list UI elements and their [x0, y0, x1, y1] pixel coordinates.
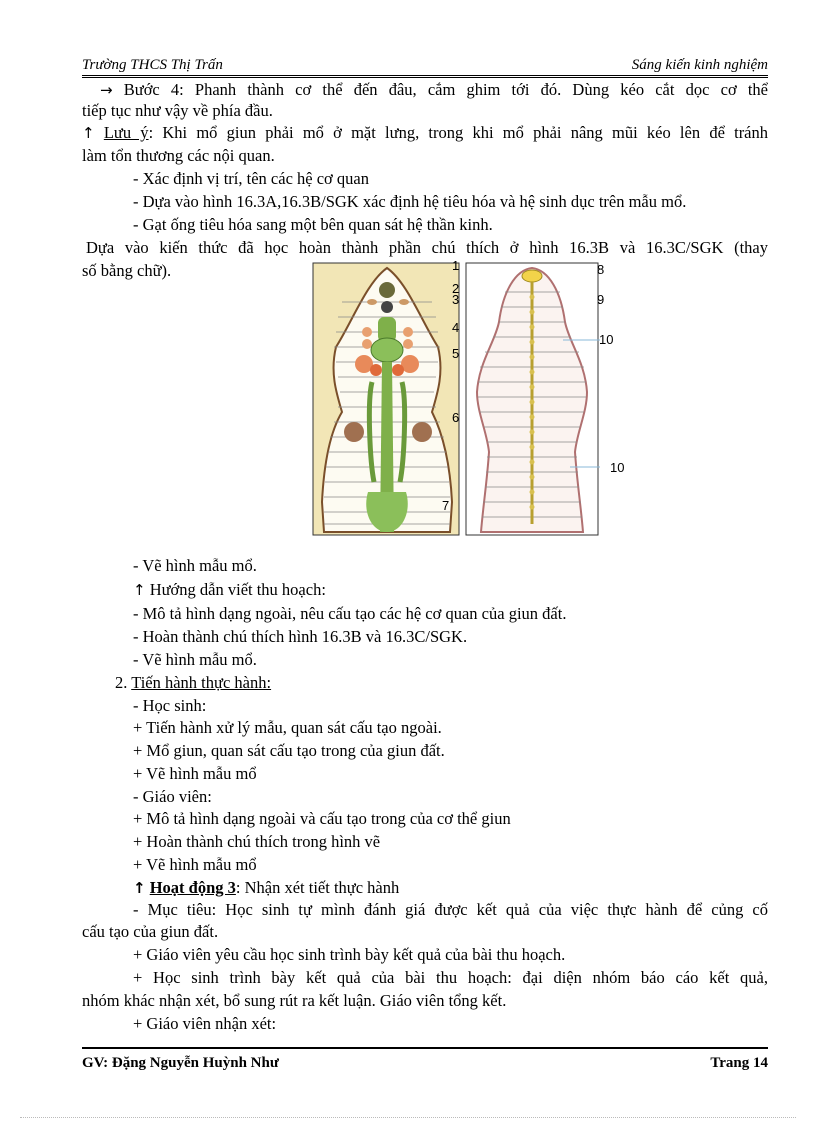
header-rule [82, 75, 768, 78]
text-line: + Học sinh trình bày kết quả của bài thu hoạch: đại diện nhóm báo cáo kết quả, [133, 968, 768, 987]
arrow-up-icon: ↑ [133, 581, 146, 599]
section-heading [115, 673, 271, 693]
text-line: + Vẽ hình mẫu mổ [133, 764, 257, 783]
fig-label: 6 [452, 410, 460, 425]
page-footer [82, 1055, 768, 1072]
figure-dissection-left [312, 262, 462, 537]
pointer-icon: → [100, 81, 113, 99]
arrow-up-icon: ↑ [82, 124, 95, 142]
fig-label: 3 [452, 292, 460, 307]
fig-label: 10 [610, 460, 625, 475]
activity-label: Hoạt động 3 [149, 878, 236, 897]
fig-label: 7 [442, 498, 450, 513]
note-label: Lưu ý [103, 123, 149, 142]
text-line: số bằng chữ). [82, 261, 172, 280]
footer-rule [82, 1047, 768, 1049]
header-school: Trường THCS Thị Trấn [82, 57, 223, 73]
earthworm-digestive-drawing [312, 262, 462, 537]
text-line: - Mô tả hình dạng ngoài, nêu cấu tạo các hệ cơ quan của giun đất. [133, 604, 567, 623]
fig-label: 1 [452, 258, 460, 273]
page-header [82, 52, 768, 74]
line-text: : Nhận xét tiết thực hành [235, 878, 400, 897]
text-line: - Vẽ hình mẫu mổ. [133, 556, 257, 575]
text-line: cấu tạo của giun đất. [82, 922, 219, 941]
fig-label: 9 [597, 292, 605, 307]
text-line: - Giáo viên: [133, 787, 212, 806]
text-line: + Giáo viên yêu cầu học sinh trình bày kết quả của bài thu hoạch. [133, 945, 566, 964]
line-text: Bước 4: Phanh thành cơ thể đến đâu, cắm ghim tới đó. Dùng kéo cắt dọc cơ thể [123, 80, 768, 99]
text-line [100, 80, 768, 100]
earthworm-nervous-drawing [465, 262, 600, 537]
section-number: 2. [115, 673, 128, 692]
text-line: + Mổ giun, quan sát cấu tạo trong của giun đất. [133, 741, 445, 760]
figure-dissection-right [465, 262, 600, 537]
text-line: - Hoàn thành chú thích hình 16.3B và 16.3C/SGK. [133, 627, 468, 646]
section-title: Tiến hành thực hành: [131, 673, 272, 692]
text-line: + Tiến hành xử lý mẫu, quan sát cấu tạo ngoài. [133, 718, 442, 737]
line-text: : Khi mổ giun phải mổ ở mặt lưng, trong khi mổ phải nâng mũi kéo lên để tránh [148, 123, 769, 142]
text-line [82, 123, 768, 143]
text-line: - Mục tiêu: Học sinh tự mình đánh giá được kết quả của việc thực hành để củng cố [133, 900, 768, 919]
text-line: Dựa vào kiến thức đã học hoàn thành phần chú thích ở hình 16.3B và 16.3C/SGK (thay [86, 238, 768, 257]
text-line: - Xác định vị trí, tên các hệ cơ quan [133, 169, 369, 188]
footer-author: GV: Đặng Nguyễn Huỳnh Như [82, 1055, 279, 1071]
text-line: + Giáo viên nhận xét: [133, 1014, 277, 1033]
text-line: nhóm khác nhận xét, bổ sung rút ra kết luận. Giáo viên tổng kết. [82, 991, 507, 1010]
page-bottom-edge [20, 1117, 796, 1118]
arrow-up-icon: ↑ [133, 879, 146, 897]
text-line: tiếp tục như vậy về phía đầu. [82, 101, 273, 120]
text-line [133, 878, 399, 898]
text-line: + Hoàn thành chú thích trong hình vẽ [133, 832, 381, 851]
text-line: làm tổn thương các nội quan. [82, 146, 275, 165]
line-text: Hướng dẫn viết thu hoạch: [149, 580, 326, 599]
text-line: + Vẽ hình mẫu mổ [133, 855, 257, 874]
text-line: - Vẽ hình mẫu mổ. [133, 650, 257, 669]
text-line: - Gạt ống tiêu hóa sang một bên quan sát hệ thần kinh. [133, 215, 493, 234]
fig-label: 4 [452, 320, 460, 335]
page-number: Trang 14 [710, 1055, 768, 1071]
text-line: - Học sinh: [133, 696, 207, 715]
text-line: + Mô tả hình dạng ngoài và cấu tạo trong của cơ thể giun [133, 809, 511, 828]
fig-label: 10 [599, 332, 614, 347]
fig-label: 5 [452, 346, 460, 361]
fig-label: 8 [597, 262, 605, 277]
header-title: Sáng kiến kinh nghiệm [631, 57, 768, 73]
fig-label: 2 [452, 281, 460, 296]
text-line: - Dựa vào hình 16.3A,16.3B/SGK xác định hệ tiêu hóa và hệ sinh dục trên mẫu mổ. [133, 192, 687, 211]
text-line [133, 580, 326, 600]
